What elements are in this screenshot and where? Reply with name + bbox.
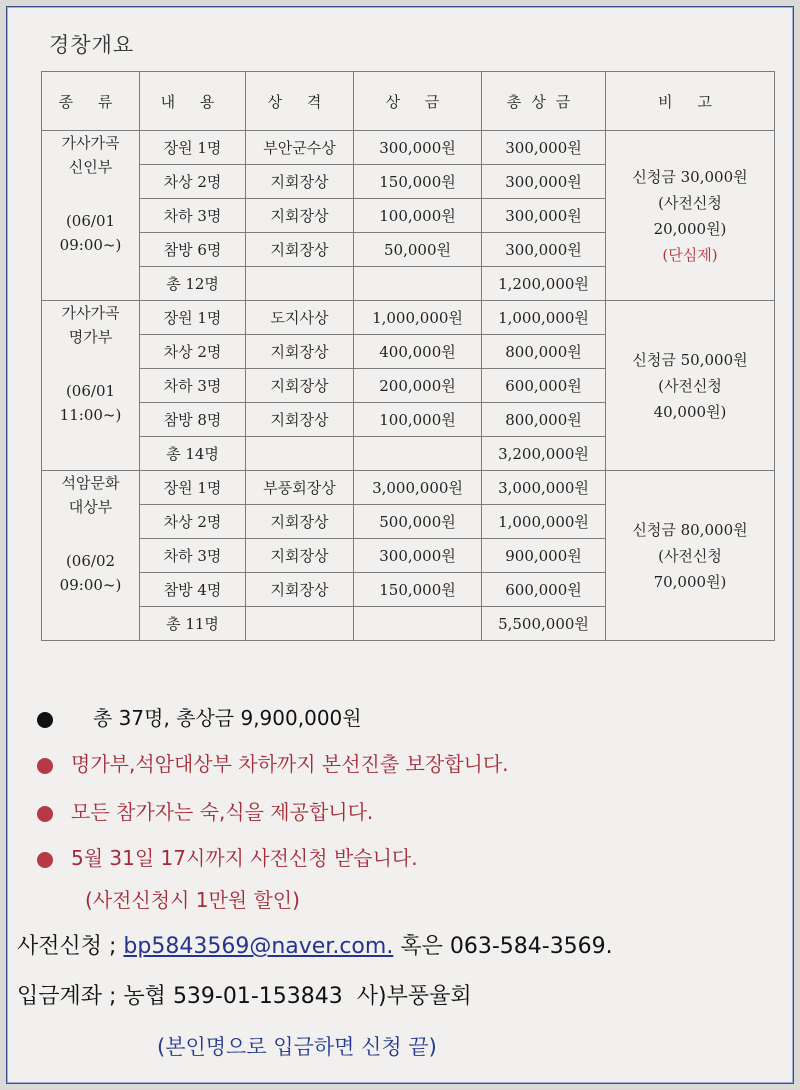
total-cell: 900,000원: [482, 539, 606, 573]
content-cell: 차하 3명: [140, 539, 246, 573]
division-time: [42, 549, 139, 597]
header-content: 내 용: [140, 72, 246, 131]
total-cell: 600,000원: [482, 573, 606, 607]
registration-line: [17, 929, 613, 960]
note-line: 20,000원): [653, 219, 727, 238]
note-red-line: (단심제): [662, 245, 718, 264]
total-cell: 600,000원: [482, 369, 606, 403]
total-cell: 800,000원: [482, 335, 606, 369]
note-line: 신청금 30,000원: [632, 167, 748, 186]
registration-phone: 063-584-3569.: [449, 934, 613, 959]
content-cell: 총 12명: [140, 267, 246, 301]
note-line: (사전신청: [658, 193, 722, 212]
content-cell: 장원 1명: [140, 301, 246, 335]
prize-cell: [354, 267, 482, 301]
account-number: 539-01-153843: [172, 984, 343, 1009]
note-line: (사전신청: [658, 546, 722, 565]
content-cell: 차하 3명: [140, 369, 246, 403]
content-cell: 차상 2명: [140, 505, 246, 539]
account-holder: 사)부풍율회: [356, 984, 472, 1009]
bullet-item: [37, 842, 418, 871]
prize-cell: 150,000원: [354, 573, 482, 607]
prize-cell: 150,000원: [354, 165, 482, 199]
grade-cell: [246, 437, 354, 471]
total-cell: 1,200,000원: [482, 267, 606, 301]
registration-label: 사전신청 ;: [17, 934, 117, 959]
closing-note: (본인명으로 입금하면 신청 끝): [157, 1035, 437, 1059]
content-cell: 총 11명: [140, 607, 246, 641]
header-division: 종 류: [42, 72, 140, 131]
table-header-row: [42, 72, 775, 131]
prize-cell: 400,000원: [354, 335, 482, 369]
total-cell: 300,000원: [482, 199, 606, 233]
bullet-text: 총 37명, 총상금 9,900,000원: [93, 706, 362, 730]
content-cell: 차상 2명: [140, 165, 246, 199]
grade-cell: 지회장상: [246, 165, 354, 199]
division-time: [42, 209, 139, 257]
header-prize: 상 금: [354, 72, 482, 131]
competition-table: [41, 71, 775, 641]
account-bank: 농협: [123, 984, 166, 1009]
red-bullet-icon: [37, 852, 53, 868]
table-row: [42, 471, 775, 505]
content-cell: 참방 4명: [140, 573, 246, 607]
registration-or: 혹은: [400, 934, 443, 959]
time-line: 09:00~): [59, 236, 122, 254]
prize-cell: 200,000원: [354, 369, 482, 403]
content-cell: 장원 1명: [140, 471, 246, 505]
header-note: 비 고: [606, 72, 775, 131]
division-name: 가사가곡: [61, 304, 120, 322]
prize-cell: 500,000원: [354, 505, 482, 539]
bullet-text: 명가부,석암대상부 차하까지 본선진출 보장합니다.: [71, 752, 509, 776]
header-grade: 상 격: [246, 72, 354, 131]
grade-cell: [246, 607, 354, 641]
division-name: 대상부: [68, 498, 113, 516]
bullet-item: [37, 748, 509, 777]
time-line: (06/02: [65, 552, 116, 570]
note-cell: [606, 471, 775, 641]
total-cell: 1,000,000원: [482, 505, 606, 539]
account-line: [17, 979, 472, 1010]
division-name: 가사가곡: [61, 134, 120, 152]
bullet-text: 모든 참가자는 숙,식을 제공합니다.: [71, 800, 374, 824]
grade-cell: 지회장상: [246, 335, 354, 369]
table-row: [42, 131, 775, 165]
notice-paper: [6, 6, 794, 1084]
prize-cell: 50,000원: [354, 233, 482, 267]
prize-cell: [354, 607, 482, 641]
total-cell: 5,500,000원: [482, 607, 606, 641]
bullet-item: [37, 702, 362, 731]
total-cell: 1,000,000원: [482, 301, 606, 335]
prize-cell: [354, 437, 482, 471]
grade-cell: 지회장상: [246, 505, 354, 539]
content-cell: 총 14명: [140, 437, 246, 471]
division-name: 신인부: [68, 158, 113, 176]
division-name: 명가부: [68, 328, 113, 346]
prize-cell: 100,000원: [354, 403, 482, 437]
account-label: 입금계좌 ;: [17, 984, 117, 1009]
time-line: (06/01: [65, 212, 116, 230]
prize-cell: 300,000원: [354, 539, 482, 573]
note-cell: [606, 131, 775, 301]
grade-cell: 지회장상: [246, 539, 354, 573]
total-cell: 800,000원: [482, 403, 606, 437]
prize-cell: 3,000,000원: [354, 471, 482, 505]
content-cell: 장원 1명: [140, 131, 246, 165]
total-cell: 3,000,000원: [482, 471, 606, 505]
red-bullet-icon: [37, 806, 53, 822]
content-cell: 참방 6명: [140, 233, 246, 267]
bullet-item: [37, 796, 373, 825]
page-title: 경창개요: [49, 33, 135, 57]
time-line: 09:00~): [59, 576, 122, 594]
grade-cell: [246, 267, 354, 301]
total-cell: 300,000원: [482, 131, 606, 165]
red-bullet-icon: [37, 758, 53, 774]
grade-cell: 부풍회장상: [246, 471, 354, 505]
time-line: 11:00~): [59, 406, 122, 424]
grade-cell: 부안군수상: [246, 131, 354, 165]
grade-cell: 지회장상: [246, 369, 354, 403]
bullet-text: 5월 31일 17시까지 사전신청 받습니다.: [71, 846, 418, 870]
discount-note: (사전신청시 1만원 할인): [85, 888, 300, 912]
grade-cell: 지회장상: [246, 573, 354, 607]
content-cell: 참방 8명: [140, 403, 246, 437]
note-line: 신청금 50,000원: [632, 350, 748, 369]
note-line: 신청금 80,000원: [632, 520, 748, 539]
prize-cell: 300,000원: [354, 131, 482, 165]
registration-email-link[interactable]: bp5843569@naver.com.: [123, 934, 394, 959]
prize-cell: 1,000,000원: [354, 301, 482, 335]
grade-cell: 지회장상: [246, 403, 354, 437]
division-name: 석암문화: [61, 474, 120, 492]
time-line: (06/01: [65, 382, 116, 400]
note-line: 40,000원): [653, 402, 727, 421]
grade-cell: 지회장상: [246, 199, 354, 233]
note-line: (사전신청: [658, 376, 722, 395]
total-cell: 300,000원: [482, 233, 606, 267]
division-cell: [42, 471, 140, 641]
black-bullet-icon: [37, 712, 53, 728]
prize-cell: 100,000원: [354, 199, 482, 233]
note-line: 70,000원): [653, 572, 727, 591]
note-cell: [606, 301, 775, 471]
division-cell: [42, 131, 140, 301]
total-cell: 300,000원: [482, 165, 606, 199]
header-total: 총상금: [482, 72, 606, 131]
division-time: [42, 379, 139, 427]
division-cell: [42, 301, 140, 471]
content-cell: 차하 3명: [140, 199, 246, 233]
grade-cell: 지회장상: [246, 233, 354, 267]
total-cell: 3,200,000원: [482, 437, 606, 471]
grade-cell: 도지사상: [246, 301, 354, 335]
content-cell: 차상 2명: [140, 335, 246, 369]
table-body: [42, 131, 775, 641]
table-row: [42, 301, 775, 335]
